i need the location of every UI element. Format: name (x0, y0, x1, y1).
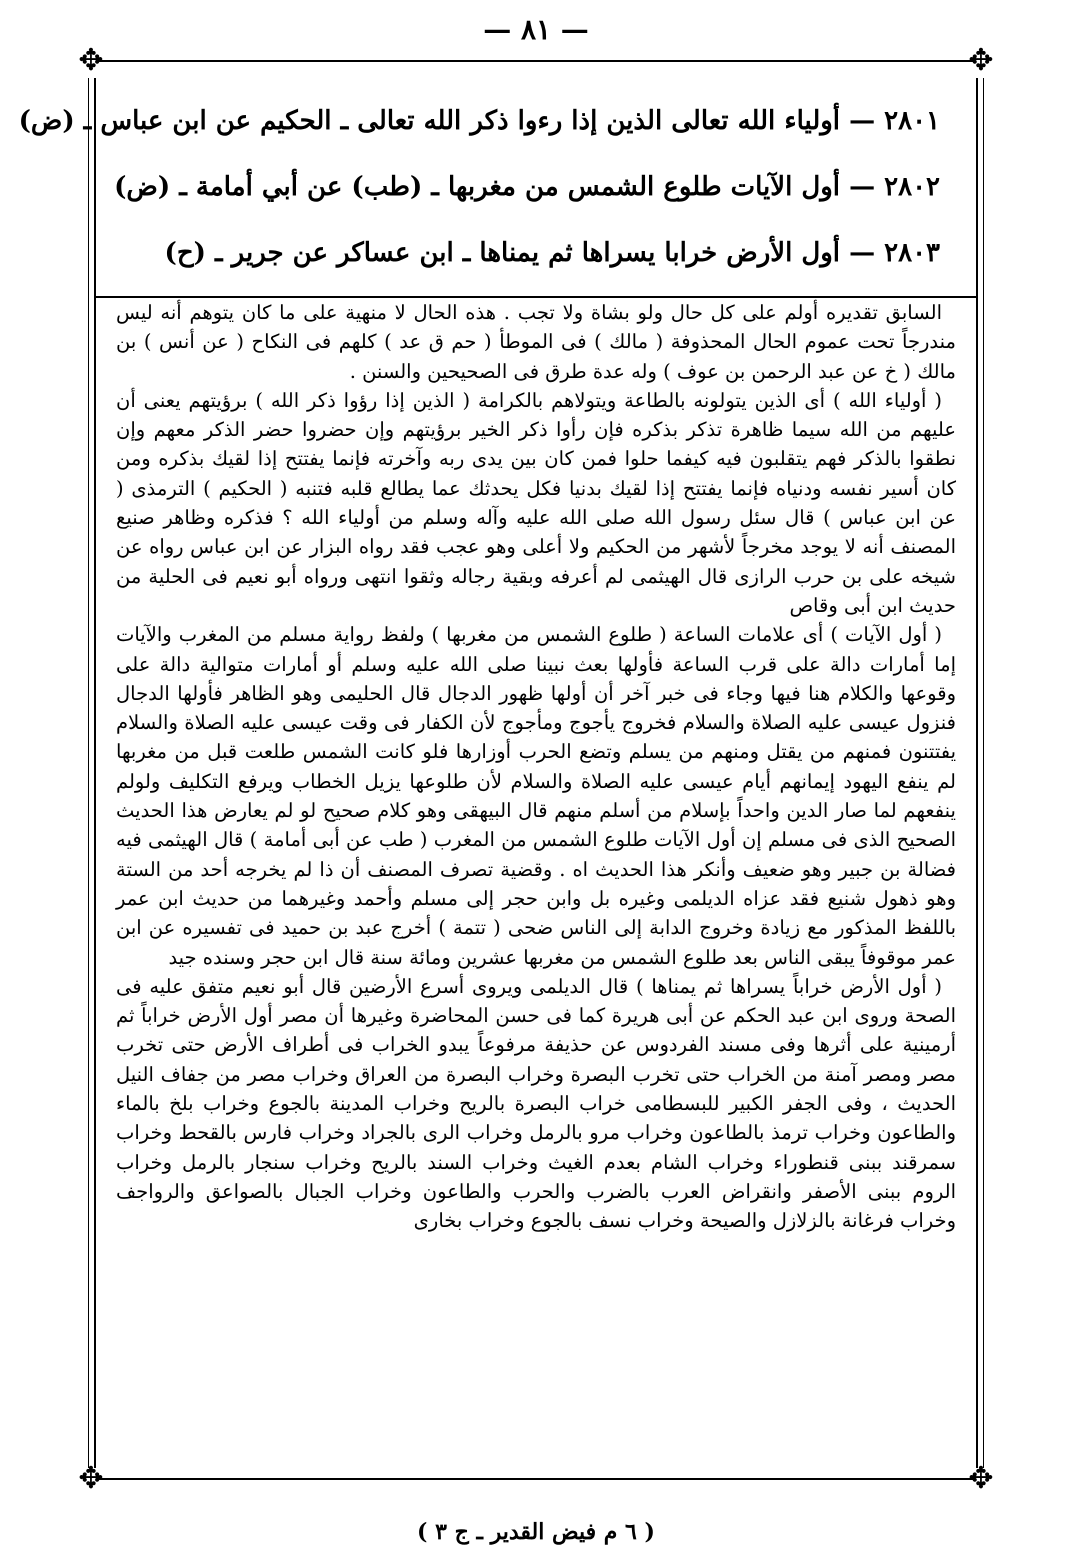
hadith-number: ٢٨٠١ (884, 106, 940, 136)
ornament-bottom-left-icon: ✥ (78, 1461, 104, 1496)
hadith-text: أولياء الله تعالى الذين إذا رءوا ذكر الله تعالى ـ الحكيم عن ابن عباس ـ (ض) (18, 106, 841, 136)
hadith-number: ٢٨٠٢ (884, 172, 940, 202)
commentary-section (116, 298, 956, 1470)
frame-top-line (98, 60, 974, 62)
commentary-paragraph: السابق تقديره أولم على كل حال ولو بشاة ولا تجب . هذه الحال لا منهية على ما كان يتوهم أنه ليس مندرجاً تحت عموم الحال المحذوفة ( مالك ) فى الموطأ ( حم ق عد ) كلهم فى النكاح ( عن أنس ) بن مالك ( خ عن عبد الرحمن بن عوف ) وله عدة طرق فى الصحيحين والسنن . (116, 301, 956, 383)
hadith-number: ٢٨٠٣ (884, 238, 940, 268)
ornament-top-right-icon: ✥ (968, 43, 994, 78)
commentary-paragraph: ( أول الآيات ) أى علامات الساعة ( طلوع الشمس من مغربها ) ولفظ رواية مسلم من المغرب والآيات إما أمارات دالة على قرب الساعة فأولها بعث نبينا صلى الله عليه وسلم أو أمارات متوالية دالة على وقوعها والكلام هنا فيها وجاء فى خبر آخر أن أولها ظهور الدجال قال الحليمى وهو الظاهر فأولها الدجال فنزول عيسى عليه الصلاة والسلام فخروج يأجوج ومأجوج لأن الكفار فى وقت عيسى عليه الصلاة والسلام يفتتنون فمنهم من يقتل ومنهم من يسلم وتضع الحرب أوزارها فلو كانت الشمس طلعت قبل من مغربها لم ينفع اليهود إيمانهم أيام عيسى عليه الصلاة والسلام لأن طلوعها يزيل الخطاب ويرفع التكليف ولولم ينفعهم لما صار الدين واحداً بإسلام من أسلم منهم قال البيهقى وهو كلام صحيح لو لم يعارض هذا الحديث الصحيح الذى فى مسلم إن أول الآيات طلوع الشمس من المغرب ( طب عن أبى أمامة ) قال الهيثمى فيه فضالة بن جبير وهو ضعيف وأنكر هذا الحديث اه . وقضية تصرف المصنف أن ذا لم يخرجه أحد من الستة وهو ذهول شنيع فقد عزاه الديلمى وغيره بل وابن حجر إلى مسلم وأحمد وغيرهما من حديث ابن عمر باللفظ المذكور مع زيادة وخروج الدابة إلى الناس ضحى ( تتمة ) أخرج عبد بن حميد فى تفسيره عن ابن عمر موقوفاً يبقى الناس بعد طلوع الشمس من مغربها عشرين ومائة سنة قال ابن حجر وسنده جيد (116, 623, 956, 969)
ornament-bottom-right-icon: ✥ (968, 1461, 994, 1496)
footer-signature: ( ٦ م فيض القدير ـ ج ٣ ) (417, 1519, 655, 1545)
page-number: — ٨١ — (483, 13, 589, 46)
hadith-text: أول الآيات طلوع الشمس من مغربها ـ (طب) عن أبي أمامة ـ (ض) (114, 172, 841, 202)
frame-right-line (976, 78, 978, 1468)
main-hadith-section (18, 88, 954, 288)
hadith-text: أول الأرض خرابا يسراها ثم يمناها ـ ابن عساكر عن جرير ـ (ح) (164, 238, 841, 268)
commentary-paragraph: ( أول الأرض خراباً يسراها ثم يمناها ) قال الديلمى ويروى أسرع الأرضين قال أبو نعيم متفق عليه فى الصحة وروى ابن عبد الحكم عن أبى هريرة كما فى حسن المحاضرة وغيرها أن مصر أول الأرض خراباً ثم أرمينية على أثرها وفى مسند الفردوس عن حذيفة مرفوعاً يبدو الخراب فى أطراف الأرض حتى تخرب مصر ومصر آمنة من الخراب حتى تخرب البصرة وخراب البصرة من العراق وخراب مصر من جفاف النيل الحديث ، وفى الجفر الكبير للبسطامى خراب البصرة بالريح وخراب المدينة بالجوع وخراب بلخ بالماء والطاعون وخراب ترمذ بالطاعون وخراب مرو بالرمل وخراب الرى بالجراد وخراب فارس بالقحط وخراب سمرقند ببنى قنطوراء وخراب الشام بعدم الغيث وخراب السند بالريح وخراب سنجار بالرمل وخراب الروم ببنى الأصفر وانقراض العرب بالضرب والحرب والطاعون وخراب الجبال بالصواعق والرواجف وخراب فرغانة بالزلازل والصيحة وخراب نسف بالجوع وخراب بخارى (116, 974, 956, 1233)
hadith-entry: ٢٨٠٣ — أول الأرض خرابا يسراها ثم يمناها ـ ابن عساكر عن جرير ـ (ح) (164, 238, 940, 268)
commentary-paragraph: ( أولياء الله ) أى الذين يتولونه بالطاعة ويتولاهم بالكرامة ( الذين إذا رؤوا ذكر الله ) برؤيتهم يعنى أن عليهم من الله سيما ظاهرة تذكر بذكره فإن رأوا ذكر الخير برؤيتهم وإن حضروا حضر الذكر معهم وإن نطقوا بالذكر فهم يتقلبون فيه كيفما حلوا فمن كان بين يدى ربه وآخرته فإنما يفتتح إذا لقيك بذكره ومن كان أسير نفسه ودنياه فإنما يفتتح إذا لقيك بدنيا فكل يحدثك عما يطالع قلبه فتنبه ( الحكيم ) الترمذى ( عن ابن عباس ) قال سئل رسول الله صلى الله عليه وآله وسلم من أولياء الله ؟ فذكره وظاهر صنيع المصنف أنه لا يوجد مخرجاً لأشهر من الحكيم ولا أعلى وهو عجب فقد رواه البزار عن ابن عباس رواه عن شيخه على بن حرب الرازى قال الهيثمى لم أعرفه وبقية رجاله وثقوا انتهى ورواه أبو نعيم فى الحلية من حديث ابن أبى وقاص (116, 388, 956, 617)
frame-bottom-line (98, 1478, 974, 1480)
ornament-top-left-icon: ✥ (78, 43, 104, 78)
hadith-entry: ٢٨٠٢ — أول الآيات طلوع الشمس من مغربها ـ (طب) عن أبي أمامة ـ (ض) (114, 172, 940, 202)
frame-left-line (94, 78, 96, 1468)
frame-right-outer-line (983, 78, 984, 1468)
frame-left-outer-line (88, 78, 89, 1468)
hadith-entry: ٢٨٠١ — أولياء الله تعالى الذين إذا رءوا ذكر الله تعالى ـ الحكيم عن ابن عباس ـ (ض) (18, 106, 940, 136)
